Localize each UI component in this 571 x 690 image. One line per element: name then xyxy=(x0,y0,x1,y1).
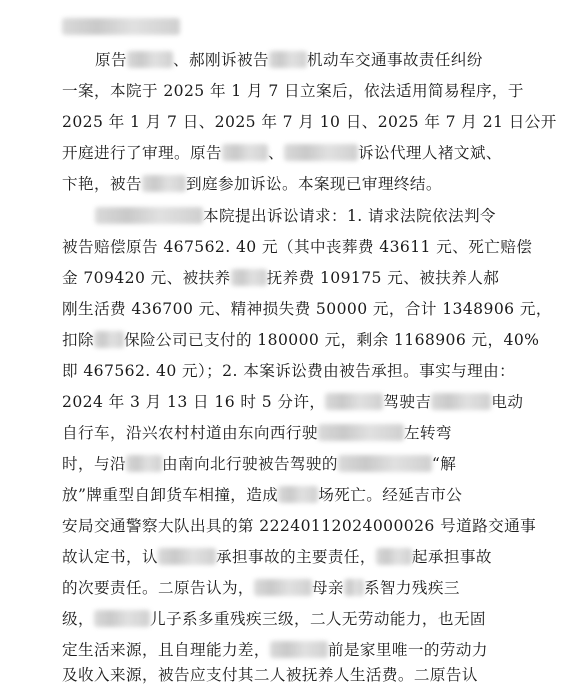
segment xyxy=(284,144,358,161)
segment: 承担事故的主要责任， xyxy=(215,548,376,566)
segment: 抚养费 109175 元、被扶养人郝 xyxy=(266,269,500,287)
segment: 金 709420 元、被扶养 xyxy=(62,269,231,287)
line-11 xyxy=(0,356,571,386)
line-17 xyxy=(0,542,571,572)
segment xyxy=(158,548,216,565)
segment: 场死亡。经延吉市公 xyxy=(318,486,463,504)
segment: 驾驶吉 xyxy=(383,393,432,411)
segment: 系智力残疾三 xyxy=(363,579,460,597)
segment: 本院提出诉讼请求：1. 请求法院依法判令 xyxy=(203,207,496,225)
segment xyxy=(222,144,268,161)
segment: 时，与沿 xyxy=(62,455,126,473)
segment xyxy=(127,51,173,68)
line-0 xyxy=(0,12,571,42)
segment xyxy=(94,331,124,348)
segment xyxy=(142,175,186,192)
segment: 原告 xyxy=(95,51,127,69)
line-3 xyxy=(0,107,571,137)
segment: 起承担事故 xyxy=(411,548,492,566)
segment: 母亲 xyxy=(311,579,344,597)
segment: 开庭进行了审理。原告 xyxy=(62,144,222,162)
segment: “解 xyxy=(431,455,457,473)
segment: 的次要责任。二原告认为， xyxy=(62,579,254,597)
segment: 扣除 xyxy=(62,331,94,349)
line-16 xyxy=(0,511,571,541)
segment: 放”牌重型自卸货车相撞，造成 xyxy=(62,486,279,504)
line-18 xyxy=(0,573,571,603)
line-9 xyxy=(0,294,571,324)
segment: 由南向北行驶被告驾驶的 xyxy=(161,455,338,473)
line-7 xyxy=(0,232,571,262)
segment xyxy=(254,579,312,596)
line-12 xyxy=(0,387,571,417)
segment xyxy=(270,641,328,658)
line-1 xyxy=(0,45,571,75)
line-8 xyxy=(0,263,571,293)
segment: 定生活来源，且自理能力差， xyxy=(62,641,270,659)
segment: 被告赔偿原告 467562. 40 元（其中丧葬费 43611 元、死亡赔偿 xyxy=(62,238,533,256)
segment: 自行车，沿兴农村村道由东向西行驶 xyxy=(62,424,318,442)
line-13 xyxy=(0,418,571,448)
line-10 xyxy=(0,325,571,355)
segment xyxy=(431,393,491,410)
segment xyxy=(338,455,432,472)
line-2 xyxy=(0,76,571,106)
line-21 xyxy=(0,660,571,690)
segment: 机动车交通事故责任纠纷 xyxy=(306,51,483,69)
segment: 儿子系多重残疾三级，二人无劳动能力，也无固 xyxy=(150,610,486,628)
segment xyxy=(278,486,318,503)
segment: 及收入来源，被告应支付其二人被抚养人生活费。二原告认 xyxy=(62,666,478,684)
segment: 一案，本院于 2025 年 1 月 7 日立案后，依法适用简易程序，于 xyxy=(62,82,524,100)
segment: 电动 xyxy=(491,393,524,411)
line-15 xyxy=(0,480,571,510)
segment: 级， xyxy=(62,610,94,628)
segment xyxy=(94,610,150,627)
segment: 即 467562. 40 元）；2. 本案诉讼费由被告承担。事实与理由： xyxy=(62,362,516,380)
line-14 xyxy=(0,449,571,479)
segment: 安局交通警察大队出具的第 22240112024000026 号道路交通事 xyxy=(62,517,537,535)
segment: 、 xyxy=(267,144,284,162)
segment: 保险公司已支付的 180000 元，剩余 1168906 元，40% xyxy=(124,331,540,349)
segment xyxy=(231,269,267,286)
segment xyxy=(269,51,307,68)
segment xyxy=(376,548,412,565)
segment: 刚生活费 436700 元、精神损失费 50000 元，合计 1348906 元， xyxy=(62,300,552,318)
line-5 xyxy=(0,169,571,199)
segment: 到庭参加诉讼。本案现已审理终结。 xyxy=(185,175,442,193)
segment: 左转弯 xyxy=(403,424,452,442)
segment: 前是家里唯一的劳动力 xyxy=(327,641,488,659)
segment xyxy=(344,579,364,596)
segment: 2025 年 1 月 7 日、2025 年 7 月 10 日、2025 年 7 月 21 日公开 xyxy=(62,113,557,131)
line-4 xyxy=(0,138,571,168)
segment xyxy=(126,455,162,472)
line-6 xyxy=(0,201,571,231)
segment: 、郝刚诉被告 xyxy=(173,51,269,69)
segment xyxy=(318,424,404,441)
segment: 卞艳，被告 xyxy=(62,175,142,193)
segment: 故认定书，认 xyxy=(62,548,158,566)
segment: 2024 年 3 月 13 日 16 时 5 分许， xyxy=(62,393,326,411)
segment xyxy=(62,18,180,35)
segment xyxy=(325,393,383,410)
line-19 xyxy=(0,604,571,634)
segment: 诉讼代理人褚文斌、 xyxy=(357,144,502,162)
segment xyxy=(95,207,203,224)
